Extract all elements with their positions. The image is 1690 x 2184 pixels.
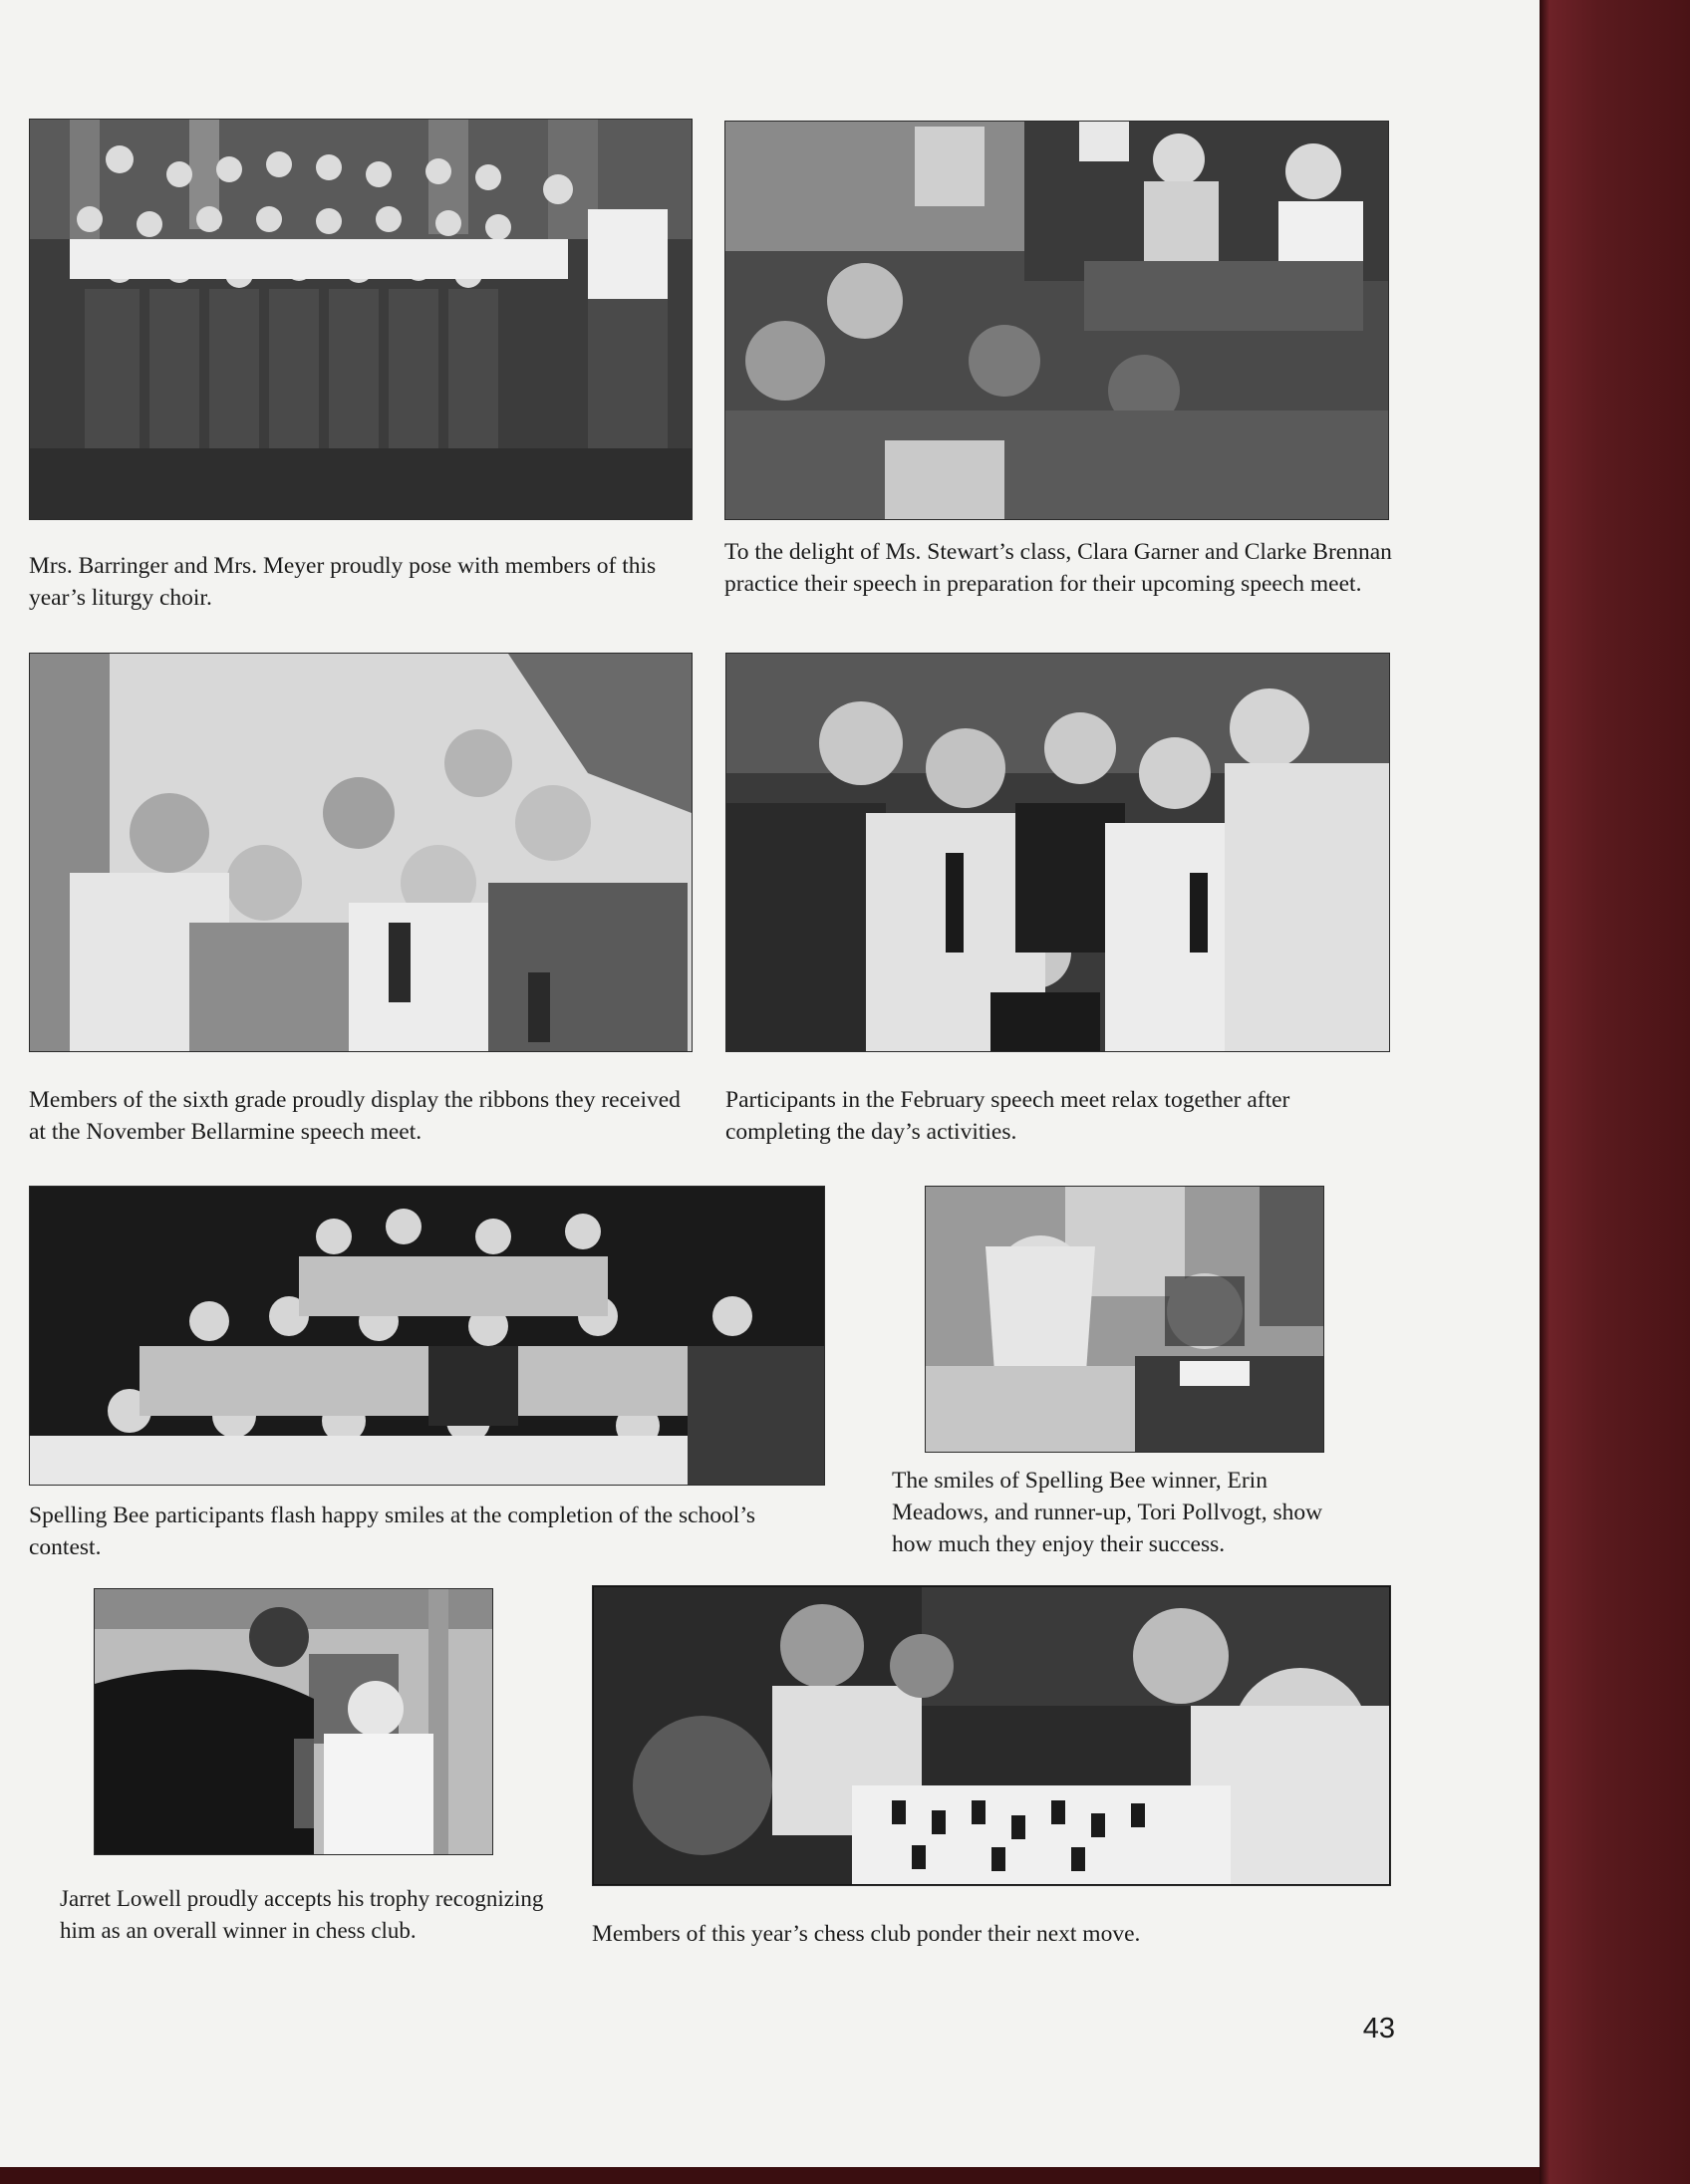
chess-trophy-photo [94,1588,493,1855]
sixth-grade-ribbons-photo [29,653,693,1052]
spelling-bee-group-caption: Spelling Bee participants flash happy smiles at the completion of the school’s contest. [29,1502,756,1560]
speech-practice-photo [724,121,1389,520]
choir-photo [29,119,693,520]
chess-club-photo [592,1585,1391,1886]
book-cover-edge [1540,0,1690,2184]
choir-caption: Mrs. Barringer and Mrs. Meyer proudly pose with members of this year’s liturgy choir. [29,553,657,611]
chess-club-caption: Members of this year’s chess club ponder their next move. [592,1921,1141,1947]
spelling-bee-group-photo [29,1186,825,1486]
sixth-grade-ribbons-caption: Members of the sixth grade proudly display the ribbons they received at the November Bellarmine speech meet. [29,1087,681,1145]
february-speech-meet-photo [725,653,1390,1052]
speech-practice-caption: To the delight of Ms. Stewart’s class, Clara Garner and Clarke Brennan practice their speech in preparation for their upcoming speech meet. [724,539,1392,597]
chess-trophy-caption: Jarret Lowell proudly accepts his trophy recognizing him as an overall winner in chess club. [60,1886,544,1943]
february-speech-meet-caption: Participants in the February speech meet relax together after completing the day’s activities. [725,1087,1290,1145]
spelling-bee-winners-caption: The smiles of Spelling Bee winner, Erin Meadows, and runner-up, Tori Pollvogt, show how much they enjoy their success. [892,1468,1323,1557]
spelling-bee-winners-photo [925,1186,1324,1453]
book-bottom-edge [0,2167,1540,2184]
page-number: 43 [1362,2013,1395,2045]
